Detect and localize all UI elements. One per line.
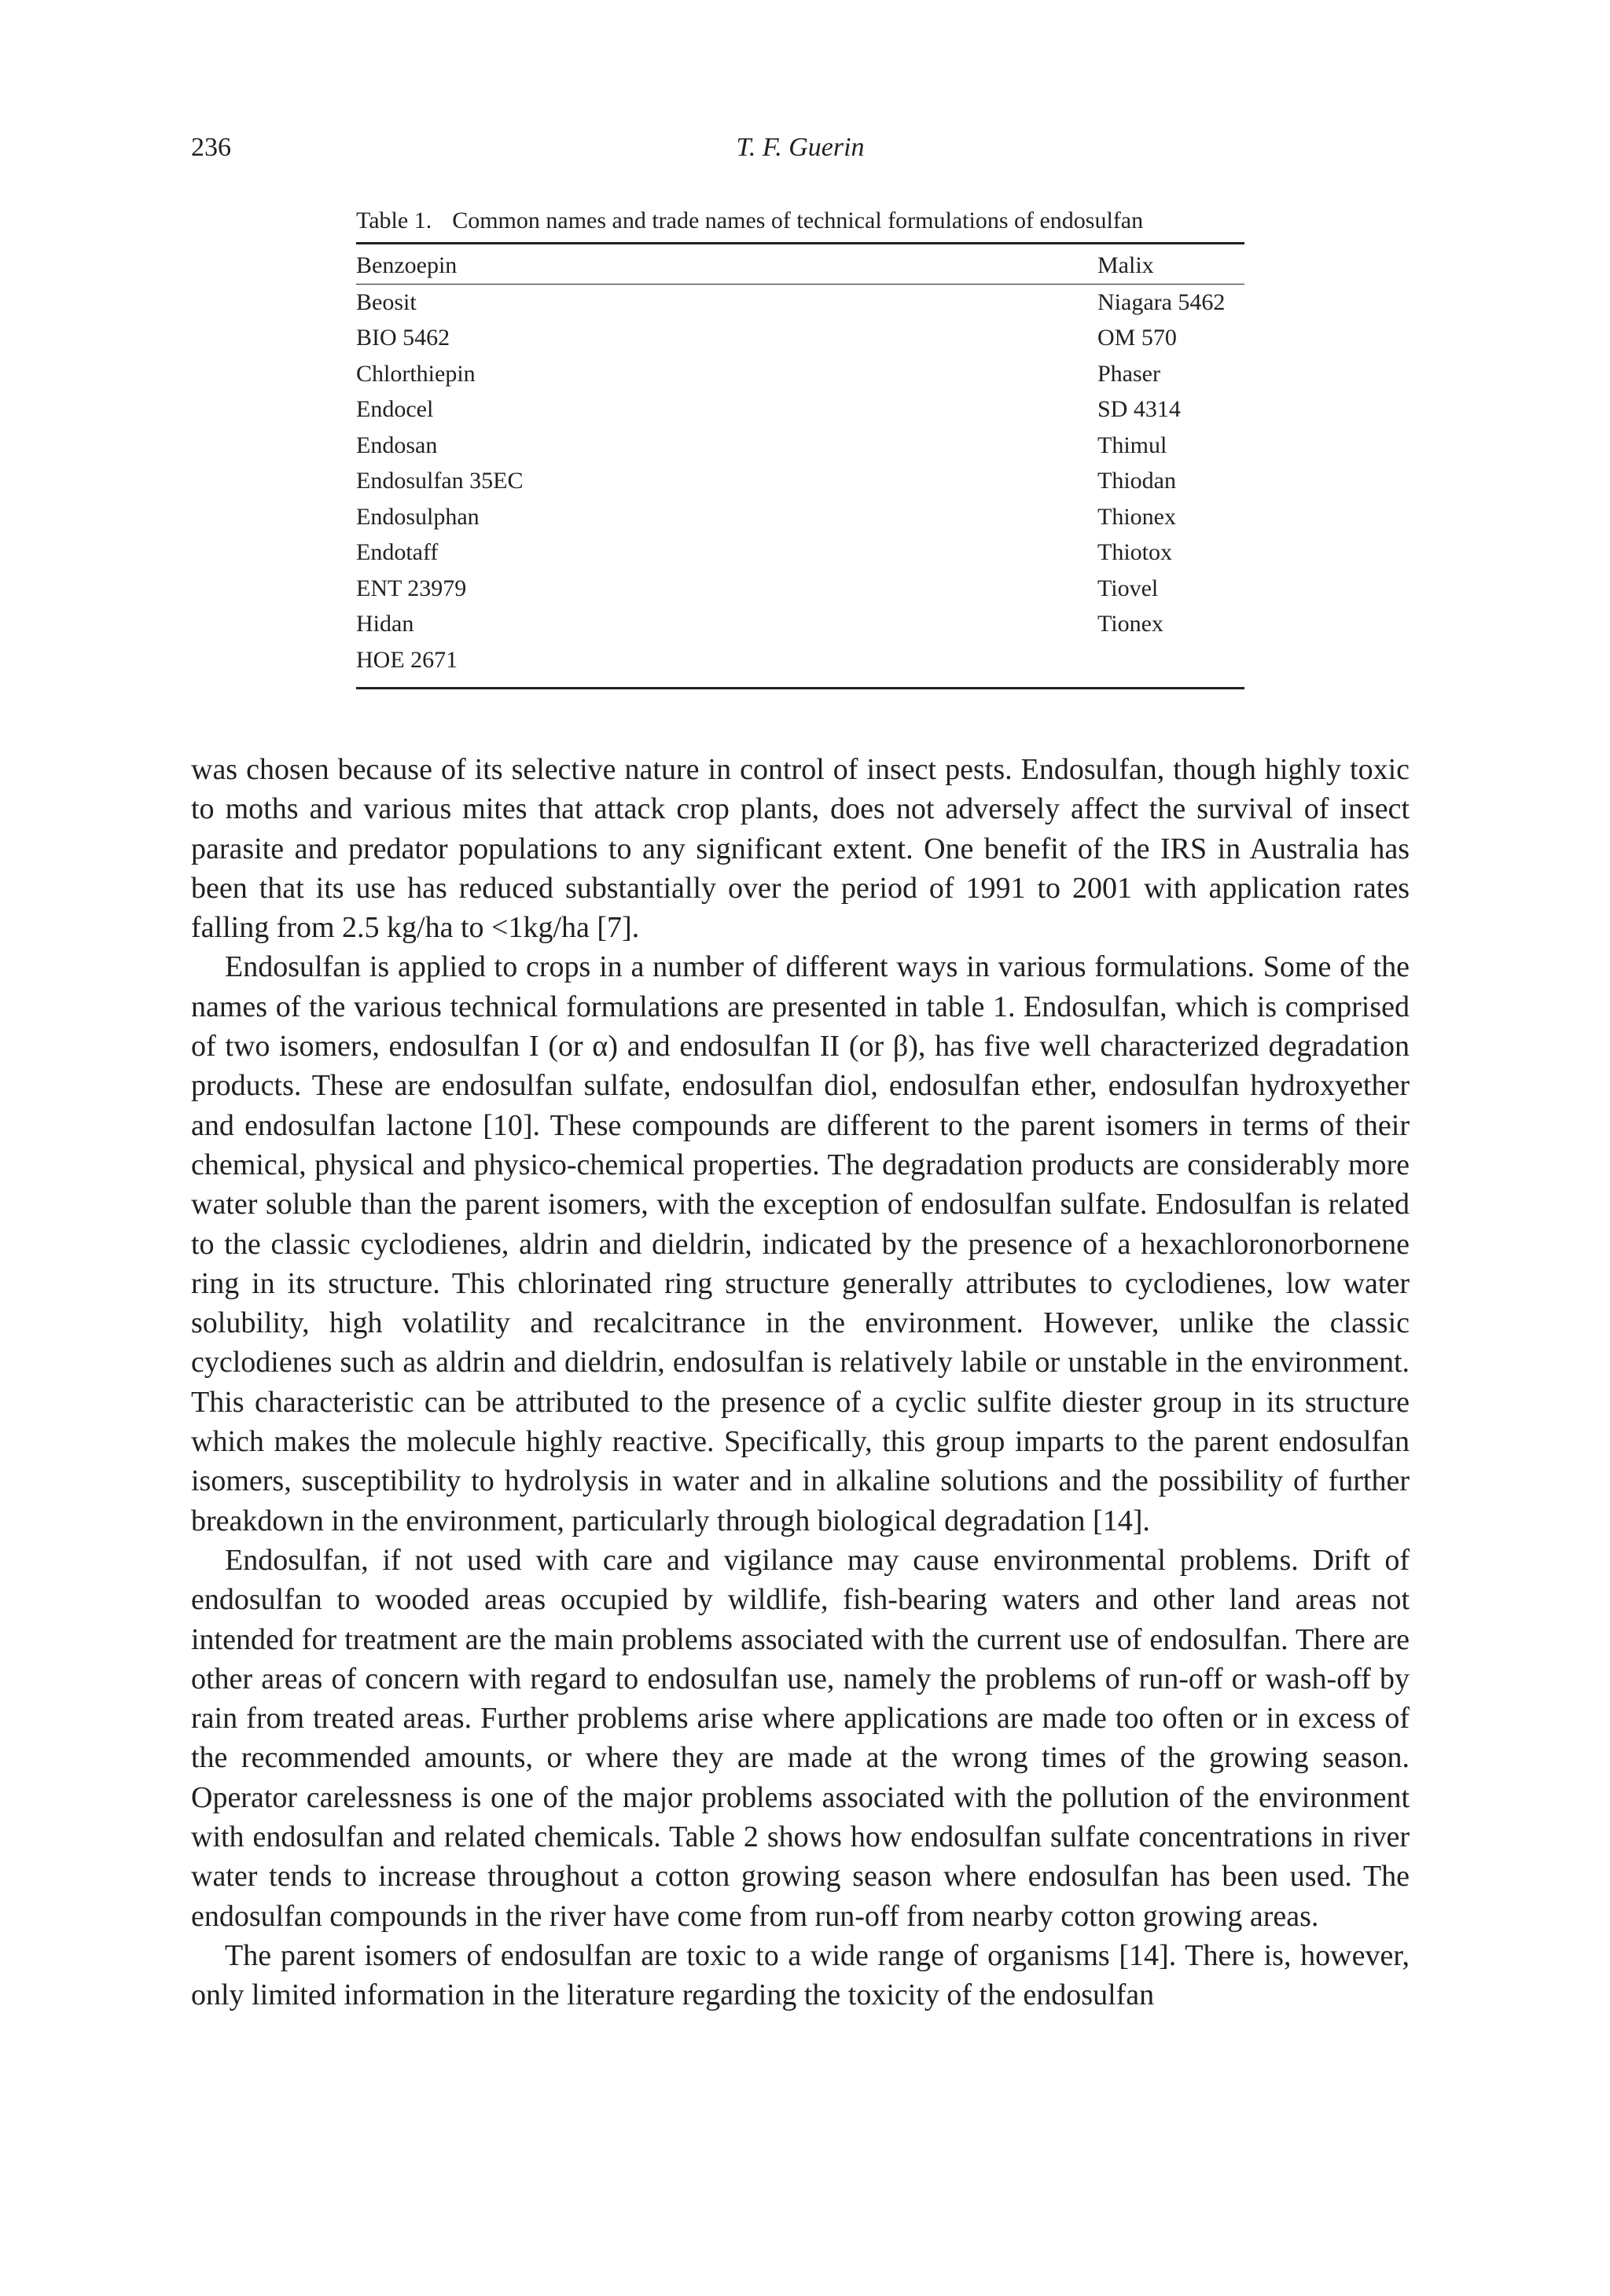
table-top-rule <box>356 242 1244 244</box>
table-header-row <box>356 248 1244 284</box>
table-header-cell-left: Benzoepin <box>356 252 458 278</box>
body-paragraph: The parent isomers of endosulfan are toxic to a wide range of organisms [14]. There is, however, only limited information in the literature regarding the toxicity of the endosulfan <box>191 1938 1410 2012</box>
table-cell-right: Tiovel <box>1097 575 1159 601</box>
table-row <box>356 428 1244 464</box>
table-cell-left: Endosulphan <box>356 503 480 530</box>
table-cell-right: OM 570 <box>1097 325 1177 351</box>
table-cell-left: Chlorthiepin <box>356 360 476 387</box>
body-text <box>191 750 1410 2015</box>
running-head-author: T. F. Guerin <box>736 133 865 162</box>
table-bottom-rule <box>356 687 1244 689</box>
table-header-cell-right: Malix <box>1097 252 1154 278</box>
table-cell-right: Thiodan <box>1097 468 1176 494</box>
table-caption <box>356 203 1244 242</box>
table-cell-right: Thimul <box>1097 432 1167 458</box>
table-cell-left: ENT 23979 <box>356 575 467 601</box>
table-1 <box>356 203 1244 689</box>
table-row <box>356 606 1244 642</box>
body-paragraph: Endosulfan is applied to crops in a number of different ways in various formulations. Some of the names of the various technical formulations are presented in table 1. Endosulfan, which is comprised of two isomers, endosulfan I (or α) and endosulfan II (or β), has five well characterized degradation products. These are endosulfan sulfate, endosulfan diol, endosulfan ether, endosulfan hydroxyether and endosulfan lactone [10]. These compounds are different to the parent isomers in terms of their chemical, physical and physico-chemical properties. The degradation products are considerably more water soluble than the parent isomers, with the exception of endosulfan sulfate. Endosulfan is related to the classic cyclodienes, aldrin and dieldrin, indicated by the presence of a hexachloronorbornene ring in its structure. This chlorinated ring structure generally attributes to cyclodienes, low water solubility, high volatility and recalcitrance in the environment. However, unlike the classic cyclodienes such as aldrin and dieldrin, endosulfan is relatively labile or unstable in the environment. This characteristic can be attributed to the presence of a cyclic sulfite diester group in its structure which makes the molecule highly reactive. Specifically, this group imparts to the parent endosulfan isomers, susceptibility to hydrolysis in water and in alkaline solutions and the possibility of further breakdown in the environment, particularly through biological degradation [14]. <box>191 950 1410 1537</box>
running-header <box>191 130 1410 165</box>
table-row <box>356 463 1244 499</box>
table-cell-right: Niagara 5462 <box>1097 288 1226 315</box>
table-caption-text: Common names and trade names of technical formulations of endosulfan <box>452 208 1144 233</box>
body-paragraph: was chosen because of its selective nature in control of insect pests. Endosulfan, though highly toxic to moths and various mites that attack crop plants, does not adversely affect the survival of insect parasite and predator populations to any significant extent. One benefit of the IRS in Australia has been that its use has reduced substantially over the period of 1991 to 2001 with application rates falling from 2.5 kg/ha to <1kg/ha [7]. <box>191 753 1410 945</box>
table-cell-left: Hidan <box>356 611 414 637</box>
table-row <box>356 571 1244 607</box>
table-cell-left: Beosit <box>356 288 417 315</box>
table-cell-left: HOE 2671 <box>356 646 458 673</box>
table-row <box>356 391 1244 428</box>
table-cell-left: Endotaff <box>356 539 439 565</box>
body-paragraph: Endosulfan, if not used with care and vigilance may cause environmental problems. Drift of endosulfan to wooded areas occupied by wildlife, fish-bearing waters and other land areas not intended for treatment are the main problems associated with the current use of endosulfan. There are other areas of concern with regard to endosulfan use, namely the problems of run-off or wash-off by rain from treated areas. Further problems arise where applications are made too often or in excess of the recommended amounts, or where they are made at the wrong times of the growing season. Operator carelessness is one of the major problems associated with the pollution of the environment with endosulfan and related chemicals. Table 2 shows how endosulfan sulfate concentrations in river water tends to increase throughout a cotton growing season where endosulfan has been used. The endosulfan compounds in the river have come from run-off from nearby cotton growing areas. <box>191 1543 1410 1933</box>
table-cell-right: Tionex <box>1097 611 1163 637</box>
table-row <box>356 356 1244 392</box>
table-row <box>356 320 1244 356</box>
table-cell-left: Endocel <box>356 396 434 422</box>
table-row <box>356 535 1244 571</box>
table-cell-right <box>1097 642 1244 678</box>
page-number: 236 <box>191 133 231 162</box>
table-cell-right: Phaser <box>1097 360 1160 387</box>
table-cell-left: Endosan <box>356 432 438 458</box>
table-cell-right: SD 4314 <box>1097 396 1181 422</box>
table-cell-left: Endosulfan 35EC <box>356 468 524 494</box>
table-cell-left: BIO 5462 <box>356 325 450 351</box>
table-row <box>356 499 1244 535</box>
table-cell-right: Thiotox <box>1097 539 1172 565</box>
table-row <box>356 285 1244 321</box>
table-caption-label: Table 1. <box>356 208 432 233</box>
table-row <box>356 642 1244 678</box>
table-body <box>356 285 1244 688</box>
table-cell-right: Thionex <box>1097 503 1176 530</box>
